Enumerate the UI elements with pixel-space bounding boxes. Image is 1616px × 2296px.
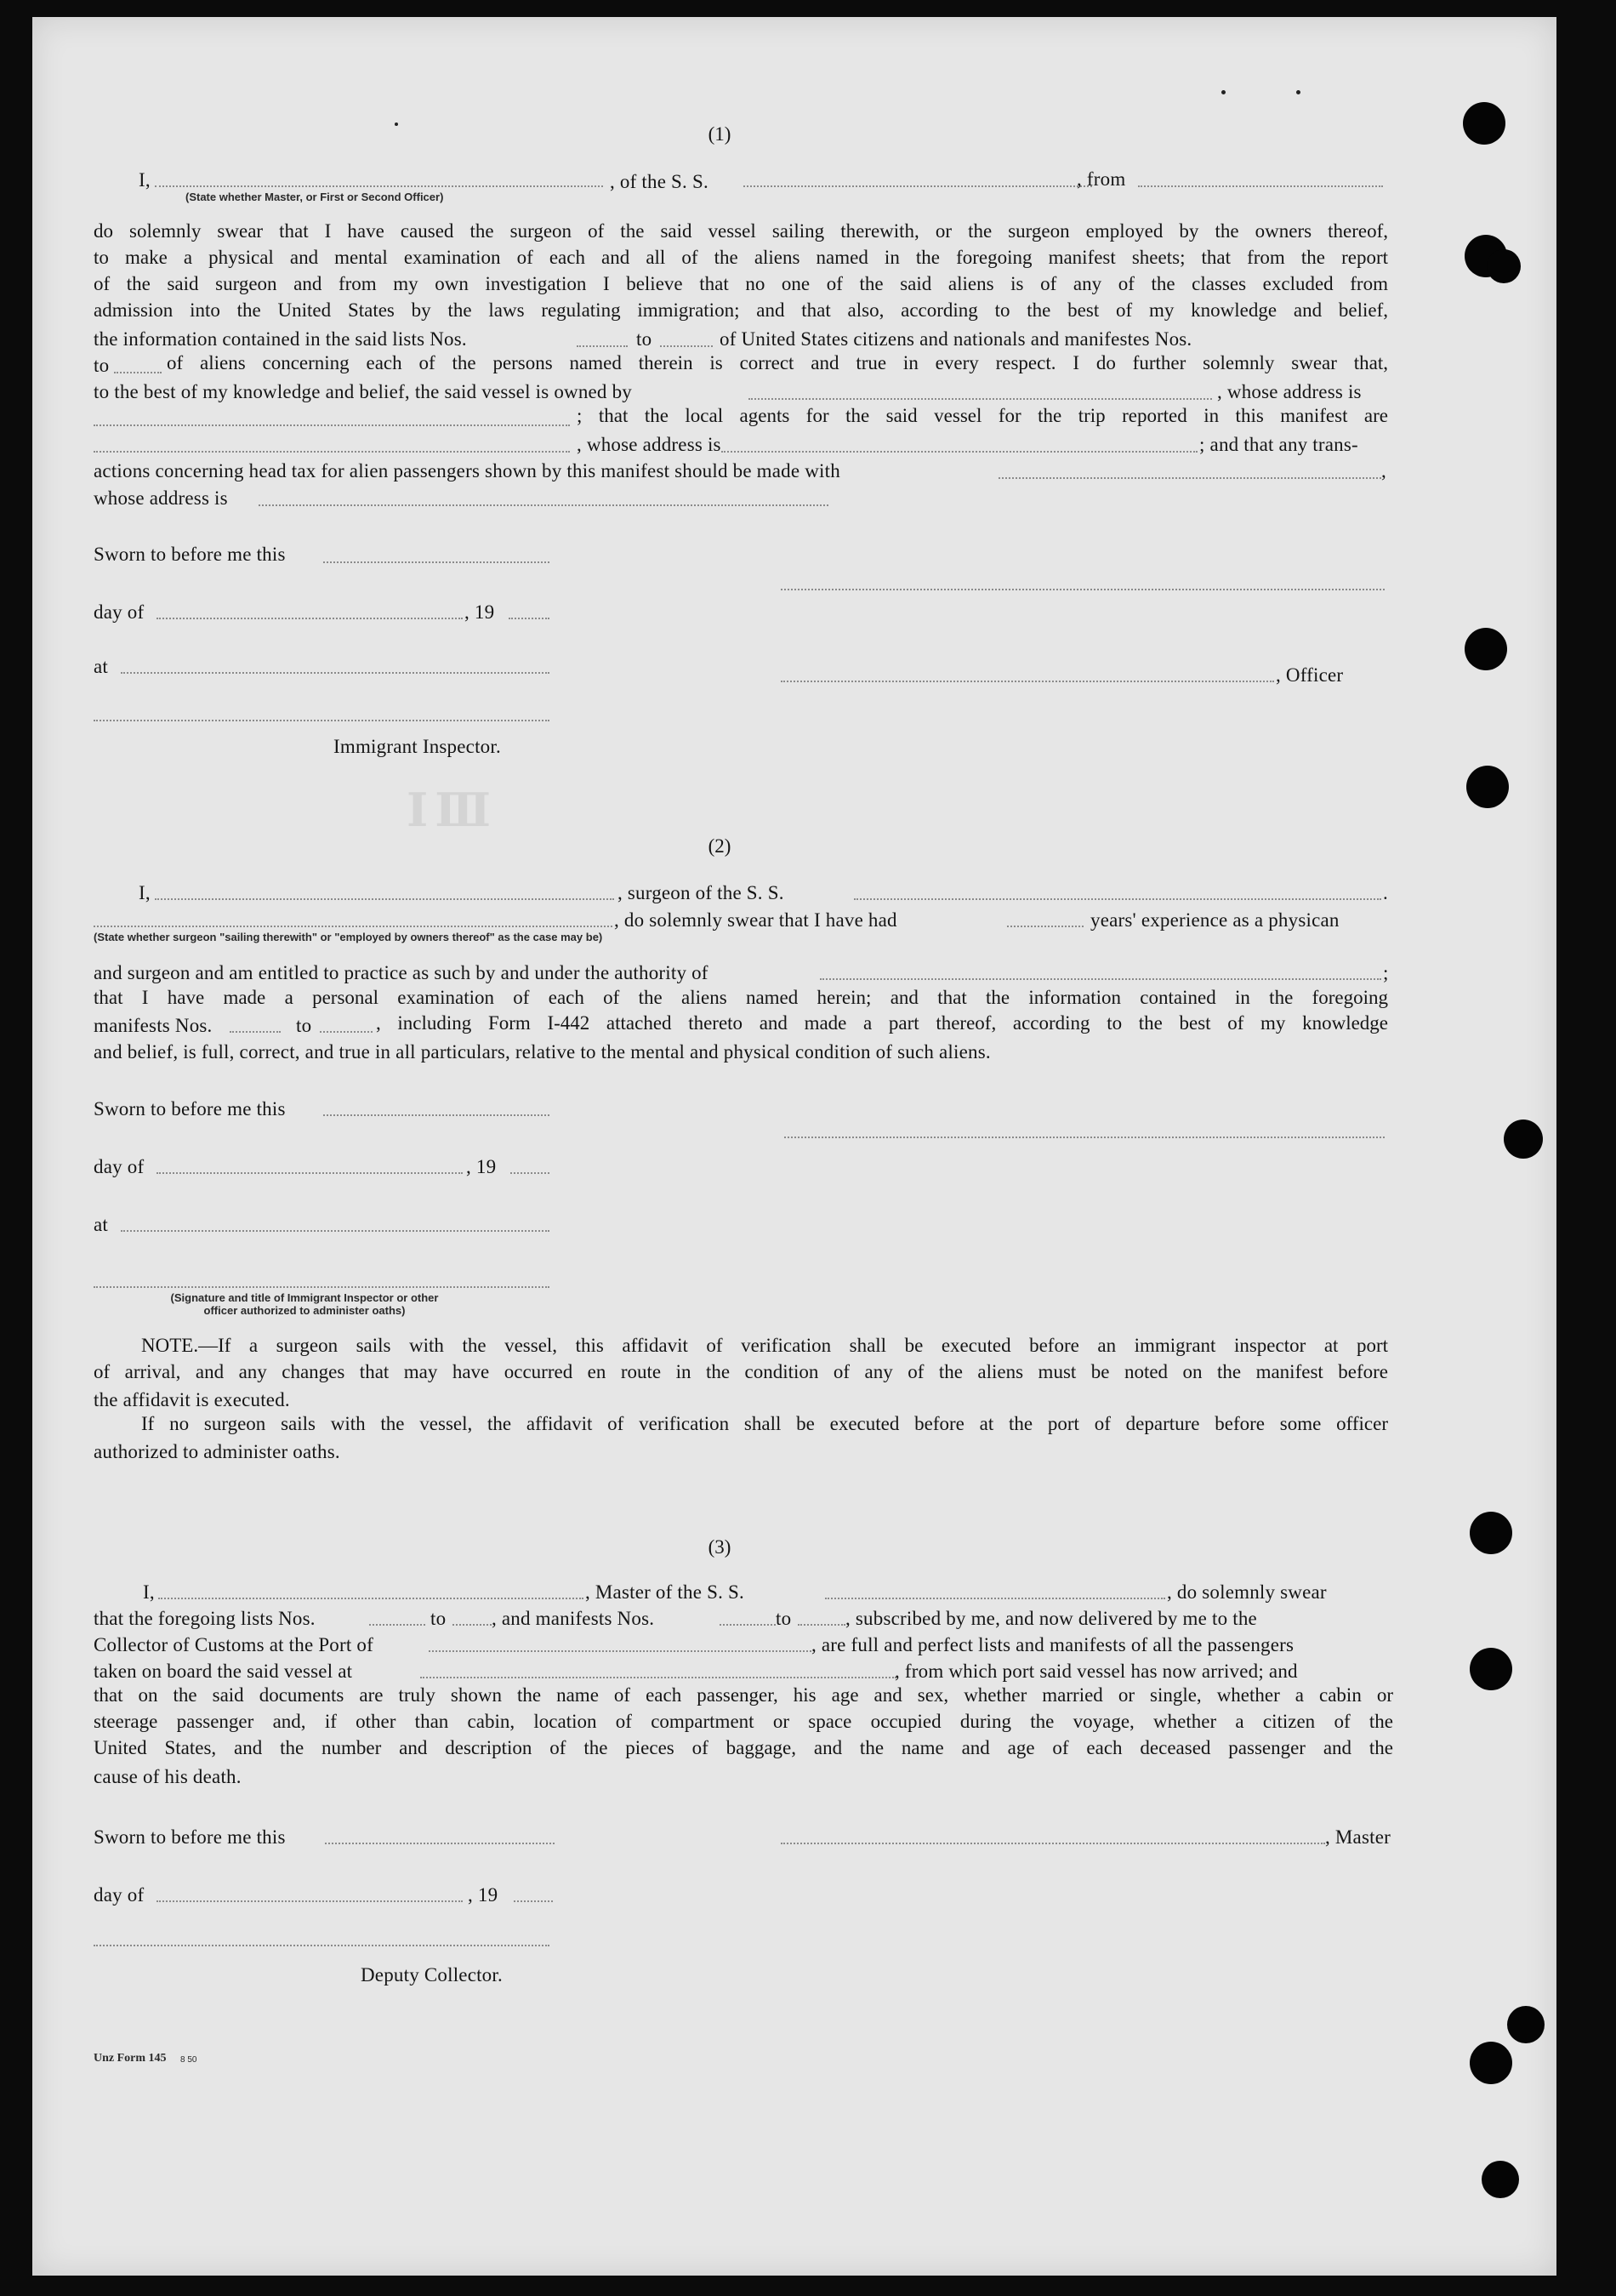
s2-surgeon-signature-field[interactable] bbox=[784, 1137, 1385, 1138]
note-p1-line-3: the affidavit is executed. bbox=[94, 1389, 290, 1410]
s1-l6-a: the information contained in the said lists Nos. bbox=[94, 328, 467, 350]
form-id: Unz Form 145 bbox=[94, 2052, 167, 2065]
s1-officer-signature-field[interactable] bbox=[781, 589, 1385, 590]
s2-vessel-name-field[interactable] bbox=[854, 898, 1381, 900]
s1-sworn: Sworn to before me this bbox=[94, 544, 286, 565]
s1-officer-line-field[interactable] bbox=[781, 681, 1274, 682]
s2-inspector-signature-field[interactable] bbox=[94, 1286, 549, 1288]
section-1-number: (1) bbox=[708, 123, 731, 145]
faint-bleed-through: ⅠⅢ bbox=[407, 785, 498, 836]
s1-officer-rank-field[interactable] bbox=[155, 185, 603, 187]
s1-citizen-list-from-field[interactable] bbox=[577, 345, 628, 347]
s3-line-8: cause of his death. bbox=[94, 1766, 242, 1787]
s3-sworn-date-field[interactable] bbox=[325, 1843, 555, 1844]
s1-line-2: do solemnly swear that I have caused the surgeon of the said vessel sailing therewith, or the surgeon employed by the owners thereof, bbox=[94, 220, 1388, 242]
s1-l12-a: whose address is bbox=[94, 487, 228, 509]
ink-speck bbox=[1296, 90, 1300, 94]
s1-i: I, bbox=[139, 169, 151, 191]
s1-alien-manifest-to-field[interactable] bbox=[114, 372, 162, 373]
s1-owner-field[interactable] bbox=[748, 398, 1212, 400]
s2-years-experience-field[interactable] bbox=[1007, 926, 1084, 927]
s1-line-4: of the said surgeon and from my own investigation I believe that no one of the said aliens is of any of the classes excluded from bbox=[94, 273, 1388, 294]
s2-place-field[interactable] bbox=[121, 1230, 549, 1232]
s2-month-field[interactable] bbox=[156, 1172, 463, 1174]
s3-master: , Master bbox=[1325, 1826, 1391, 1848]
s1-l10-b: ; and that any trans- bbox=[1199, 434, 1358, 455]
s1-place-field[interactable] bbox=[121, 672, 549, 674]
punch-hole bbox=[1470, 1648, 1512, 1690]
note-p1-line-2: of arrival, and any changes that may have occurred en route in the condition of any of the aliens must be noted on the manifest before bbox=[94, 1361, 1388, 1382]
s3-l3-a: Collector of Customs at the Port of bbox=[94, 1634, 373, 1655]
s3-lists-to-field[interactable] bbox=[452, 1624, 492, 1626]
s2-manifest-to-field[interactable] bbox=[320, 1031, 373, 1033]
s3-l1-b: , do solemnly swear bbox=[1167, 1581, 1327, 1603]
s1-l11-b: , bbox=[1381, 460, 1386, 481]
punch-hole bbox=[1507, 2006, 1545, 2043]
s3-year-field[interactable] bbox=[514, 1900, 553, 1902]
s3-l3-b: , are full and perfect lists and manifests of all the passengers bbox=[811, 1634, 1295, 1655]
s3-l2-b: to bbox=[430, 1608, 447, 1629]
s1-l11-a: actions concerning head tax for alien passengers shown by this manifest should be made with bbox=[94, 460, 840, 481]
s3-i: I, bbox=[143, 1581, 155, 1603]
s1-day-of: day of bbox=[94, 601, 145, 623]
s3-master-signature-field[interactable] bbox=[781, 1843, 1325, 1844]
s2-manifest-from-field[interactable] bbox=[230, 1031, 281, 1033]
s3-nineteen: , 19 bbox=[468, 1884, 498, 1906]
punch-hole bbox=[1463, 102, 1505, 145]
s1-sworn-date-field[interactable] bbox=[323, 561, 549, 563]
s2-l5-c: , including Form I-442 attached thereto and made a part thereof, according to the best of my knowledge bbox=[376, 1012, 1388, 1034]
s1-year-field[interactable] bbox=[509, 618, 549, 619]
s1-at: at bbox=[94, 656, 108, 677]
s1-of-ss: , of the S. S. bbox=[610, 171, 708, 192]
s1-l8-b: , whose address is bbox=[1217, 381, 1362, 402]
s3-line-7: United States, and the number and description of the pieces of baggage, and the name and age of each deceased passenger and the bbox=[94, 1737, 1393, 1758]
s3-collector: Deputy Collector. bbox=[361, 1964, 503, 1985]
s2-day-of: day of bbox=[94, 1156, 145, 1177]
s3-l4-a: taken on board the said vessel at bbox=[94, 1661, 353, 1682]
s2-authority-field[interactable] bbox=[820, 978, 1381, 980]
s1-agents-address-field[interactable] bbox=[721, 451, 1198, 453]
s2-surgeon-status-field[interactable] bbox=[94, 926, 612, 927]
s3-l2-d: to bbox=[776, 1608, 792, 1629]
s3-l4-b: , from which port said vessel has now arrived; and bbox=[895, 1661, 1298, 1682]
s1-l7-b: of aliens concerning each of the persons named therein is correct and true in every respect. I do further solemnly swear that, bbox=[167, 352, 1388, 373]
s2-sworn-date-field[interactable] bbox=[323, 1114, 549, 1116]
s2-signature-hint-line-1: (Signature and title of Immigrant Inspector or other bbox=[170, 1291, 439, 1304]
s3-collector-signature-field[interactable] bbox=[94, 1945, 549, 1946]
s1-l6-c: of United States citizens and nationals and manifestes Nos. bbox=[720, 328, 1192, 350]
s1-l10-a: , whose address is bbox=[577, 434, 721, 455]
section-2-number: (2) bbox=[708, 835, 731, 857]
s3-line-6: steerage passenger and, if other than cabin, location of compartment or space occupied during the voyage, whether a citizen of the bbox=[94, 1711, 1393, 1732]
s1-officer-rank-hint: (State whether Master, or First or Second Officer) bbox=[185, 191, 444, 203]
s3-line-5: that on the said documents are truly shown the name of each passenger, his age and sex, whether married or single, whether a cabin or bbox=[94, 1684, 1393, 1706]
s1-from-port-field[interactable] bbox=[1138, 185, 1383, 187]
s2-signature-hint bbox=[126, 1291, 483, 1317]
s1-l6-b: to bbox=[636, 328, 652, 350]
note-p1-line-1: NOTE.—If a surgeon sails with the vessel, this affidavit of verification shall be executed before an immigrant inspector at port bbox=[141, 1335, 1388, 1356]
punch-hole bbox=[1487, 249, 1521, 283]
s2-l5-b: to bbox=[296, 1015, 312, 1036]
section-3-number: (3) bbox=[708, 1536, 731, 1558]
s3-month-field[interactable] bbox=[156, 1900, 463, 1902]
s1-from: , from bbox=[1077, 168, 1126, 190]
s1-owner-address-field[interactable] bbox=[94, 424, 570, 426]
s3-lists-from-field[interactable] bbox=[369, 1624, 425, 1626]
s2-l3-b: ; bbox=[1383, 962, 1389, 983]
s3-port-field[interactable] bbox=[429, 1650, 811, 1652]
s2-line-6: and belief, is full, correct, and true in all particulars, relative to the mental and physical condition of such aliens. bbox=[94, 1041, 991, 1063]
s2-surgeon-name-field[interactable] bbox=[155, 898, 614, 900]
s2-l2-a: , do solemnly swear that I have had bbox=[614, 909, 897, 931]
s2-nineteen: , 19 bbox=[466, 1156, 497, 1177]
s2-signature-hint-line-2: officer authorized to administer oaths) bbox=[203, 1304, 406, 1317]
s1-month-field[interactable] bbox=[156, 618, 463, 619]
s1-line-3: to make a physical and mental examination of each and all of the aliens named in the foregoing manifest sheets; that from the report bbox=[94, 247, 1388, 268]
s3-l2-a: that the foregoing lists Nos. bbox=[94, 1608, 316, 1629]
punch-hole bbox=[1470, 1512, 1512, 1554]
ink-speck bbox=[1221, 90, 1226, 94]
s1-inspector-signature-field[interactable] bbox=[94, 720, 549, 721]
s3-master-name-field[interactable] bbox=[158, 1598, 583, 1599]
s2-l1-a: , surgeon of the S. S. bbox=[617, 882, 784, 903]
s3-l2-e: , subscribed by me, and now delivered by me to the bbox=[845, 1608, 1257, 1629]
s1-line-5: admission into the United States by the laws regulating immigration; and that also, according to the best of my knowledge and belief, bbox=[94, 299, 1388, 321]
s2-l2-b: years' experience as a physican bbox=[1090, 909, 1340, 931]
punch-hole bbox=[1504, 1120, 1543, 1159]
s3-vessel-name-field[interactable] bbox=[825, 1598, 1165, 1599]
s2-sworn: Sworn to before me this bbox=[94, 1098, 286, 1120]
note-p2-line-2: authorized to administer oaths. bbox=[94, 1441, 340, 1462]
s3-l1-a: , Master of the S. S. bbox=[585, 1581, 744, 1603]
s1-l7-a: to bbox=[94, 355, 110, 376]
s1-officer: , Officer bbox=[1276, 664, 1344, 686]
s3-manifests-to-field[interactable] bbox=[798, 1624, 845, 1626]
s3-day-of: day of bbox=[94, 1884, 145, 1906]
s2-l1-b: . bbox=[1383, 882, 1388, 903]
s1-local-agents-field[interactable] bbox=[94, 451, 570, 453]
s3-l2-c: , and manifests Nos. bbox=[492, 1608, 655, 1629]
punch-hole bbox=[1482, 2161, 1519, 2198]
s1-l8-a: to the best of my knowledge and belief, the said vessel is owned by bbox=[94, 381, 632, 402]
s1-vessel-name-field[interactable] bbox=[743, 185, 1092, 187]
s3-manifests-from-field[interactable] bbox=[720, 1624, 776, 1626]
s1-l9-a: ; that the local agents for the said vessel for the trip reported in this manifest are bbox=[577, 405, 1388, 426]
punch-hole bbox=[1470, 2042, 1512, 2084]
ink-speck bbox=[395, 122, 398, 126]
form-print-code: 8 50 bbox=[180, 2055, 197, 2065]
s1-inspector: Immigrant Inspector. bbox=[333, 736, 501, 757]
s3-departure-port-field[interactable] bbox=[420, 1677, 896, 1678]
s2-l5-a: manifests Nos. bbox=[94, 1015, 213, 1036]
note-p2-line-1: If no surgeon sails with the vessel, the affidavit of verification shall be executed before at the port of departure before some officer bbox=[141, 1413, 1388, 1434]
s1-head-tax-address-field[interactable] bbox=[259, 504, 828, 506]
s1-head-tax-contact-field[interactable] bbox=[999, 477, 1381, 479]
punch-hole bbox=[1465, 628, 1507, 670]
s2-i: I, bbox=[139, 882, 151, 903]
s1-citizen-list-to-field[interactable] bbox=[660, 345, 713, 347]
punch-hole bbox=[1466, 766, 1509, 808]
s1-nineteen: , 19 bbox=[464, 601, 495, 623]
form-page bbox=[32, 17, 1556, 2276]
s3-sworn: Sworn to before me this bbox=[94, 1826, 286, 1848]
s2-year-field[interactable] bbox=[510, 1172, 549, 1174]
s2-status-hint: (State whether surgeon "sailing therewith" or "employed by owners thereof" as the case may be) bbox=[94, 931, 603, 943]
s2-l3-a: and surgeon and am entitled to practice as such by and under the authority of bbox=[94, 962, 708, 983]
s2-at: at bbox=[94, 1214, 108, 1235]
s2-line-4: that I have made a personal examination of each of the aliens named herein; and that the information contained in the foregoing bbox=[94, 987, 1388, 1008]
